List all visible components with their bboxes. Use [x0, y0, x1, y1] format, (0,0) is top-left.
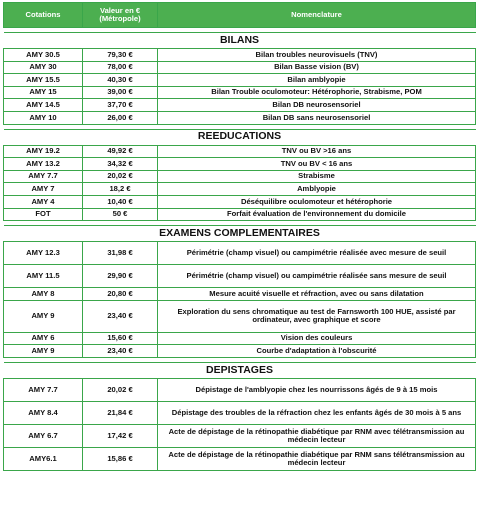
- value-cell: 21,84 €: [83, 401, 158, 424]
- table-row: [4, 401, 476, 424]
- section-reeducations: [4, 129, 476, 145]
- table-row: [4, 99, 476, 112]
- code-cell: AMY 7.7: [4, 378, 83, 401]
- table-row: [4, 158, 476, 171]
- value-cell: 29,90 €: [83, 265, 158, 288]
- section-examens: [4, 226, 476, 242]
- value-cell: 15,86 €: [83, 447, 158, 470]
- label-cell: Exploration du sens chromatique au test de Farnsworth 100 HUE, assisté par ordinateur, avec graphique et score: [158, 300, 476, 332]
- code-cell: AMY6.1: [4, 447, 83, 470]
- value-cell: 18,2 €: [83, 183, 158, 196]
- code-cell: AMY 14.5: [4, 99, 83, 112]
- code-cell: AMY 8: [4, 288, 83, 301]
- code-cell: AMY 12.3: [4, 242, 83, 265]
- label-cell: Bilan DB neurosensoriel: [158, 99, 476, 112]
- table-row: [4, 170, 476, 183]
- table-row: [4, 378, 476, 401]
- code-cell: AMY 10: [4, 111, 83, 124]
- value-cell: 50 €: [83, 208, 158, 221]
- value-cell: 37,70 €: [83, 99, 158, 112]
- code-cell: AMY 7: [4, 183, 83, 196]
- table-row: [4, 145, 476, 158]
- table-row: [4, 183, 476, 196]
- value-cell: 26,00 €: [83, 111, 158, 124]
- label-cell: Bilan Trouble oculomoteur: Hétérophorie, Strabisme, POM: [158, 86, 476, 99]
- code-cell: AMY 15.5: [4, 74, 83, 87]
- label-cell: Déséquilibre oculomoteur et hétérophorie: [158, 195, 476, 208]
- value-cell: 20,02 €: [83, 170, 158, 183]
- value-cell: 40,30 €: [83, 74, 158, 87]
- code-cell: AMY 6: [4, 332, 83, 345]
- tariff-table: [3, 2, 476, 471]
- table-row: [4, 332, 476, 345]
- table-row: [4, 49, 476, 62]
- label-cell: TNV ou BV < 16 ans: [158, 158, 476, 171]
- section-title: REEDUCATIONS: [4, 129, 476, 145]
- value-cell: 15,60 €: [83, 332, 158, 345]
- header-cotations: Cotations: [4, 3, 83, 28]
- header-row: [4, 3, 476, 28]
- label-cell: Strabisme: [158, 170, 476, 183]
- label-cell: Bilan Basse vision (BV): [158, 61, 476, 74]
- table-row: [4, 208, 476, 221]
- value-cell: 23,40 €: [83, 345, 158, 358]
- table-row: [4, 195, 476, 208]
- table-row: [4, 74, 476, 87]
- value-cell: 20,02 €: [83, 378, 158, 401]
- header-valeur: Valeur en € (Métropole): [83, 3, 158, 28]
- value-cell: 17,42 €: [83, 424, 158, 447]
- label-cell: TNV ou BV >16 ans: [158, 145, 476, 158]
- code-cell: FOT: [4, 208, 83, 221]
- label-cell: Bilan DB sans neurosensoriel: [158, 111, 476, 124]
- code-cell: AMY 19.2: [4, 145, 83, 158]
- code-cell: AMY 15: [4, 86, 83, 99]
- section-bilans: [4, 33, 476, 49]
- label-cell: Mesure acuité visuelle et réfraction, avec ou sans dilatation: [158, 288, 476, 301]
- section-depistages: [4, 362, 476, 378]
- label-cell: Dépistage des troubles de la réfraction chez les enfants âgés de 30 mois à 5 ans: [158, 401, 476, 424]
- table-row: [4, 61, 476, 74]
- tariff-sheet: [3, 2, 475, 471]
- table-row: [4, 300, 476, 332]
- code-cell: AMY 30: [4, 61, 83, 74]
- table-row: [4, 424, 476, 447]
- label-cell: Acte de dépistage de la rétinopathie diabétique par RNM sans télétransmission au médecin lecteur: [158, 447, 476, 470]
- label-cell: Acte de dépistage de la rétinopathie diabétique par RNM avec télétransmission au médecin lecteur: [158, 424, 476, 447]
- label-cell: Vision des couleurs: [158, 332, 476, 345]
- table-row: [4, 111, 476, 124]
- table-row: [4, 345, 476, 358]
- section-title: DEPISTAGES: [4, 362, 476, 378]
- value-cell: 10,40 €: [83, 195, 158, 208]
- label-cell: Bilan amblyopie: [158, 74, 476, 87]
- code-cell: AMY 8.4: [4, 401, 83, 424]
- table-row: [4, 447, 476, 470]
- code-cell: AMY 11.5: [4, 265, 83, 288]
- code-cell: AMY 9: [4, 300, 83, 332]
- value-cell: 39,00 €: [83, 86, 158, 99]
- value-cell: 34,32 €: [83, 158, 158, 171]
- value-cell: 49,92 €: [83, 145, 158, 158]
- table-row: [4, 288, 476, 301]
- label-cell: Forfait évaluation de l'environnement du domicile: [158, 208, 476, 221]
- table-row: [4, 265, 476, 288]
- table-row: [4, 242, 476, 265]
- label-cell: Périmétrie (champ visuel) ou campimétrie réalisée sans mesure de seuil: [158, 265, 476, 288]
- label-cell: Dépistage de l'amblyopie chez les nourrissons âgés de 9 à 15 mois: [158, 378, 476, 401]
- header-nomenclature: Nomenclature: [158, 3, 476, 28]
- code-cell: AMY 7.7: [4, 170, 83, 183]
- label-cell: Courbe d'adaptation à l'obscurité: [158, 345, 476, 358]
- value-cell: 79,30 €: [83, 49, 158, 62]
- section-title: BILANS: [4, 33, 476, 49]
- value-cell: 23,40 €: [83, 300, 158, 332]
- code-cell: AMY 6.7: [4, 424, 83, 447]
- value-cell: 31,98 €: [83, 242, 158, 265]
- code-cell: AMY 4: [4, 195, 83, 208]
- section-title: EXAMENS COMPLEMENTAIRES: [4, 226, 476, 242]
- code-cell: AMY 13.2: [4, 158, 83, 171]
- table-row: [4, 86, 476, 99]
- label-cell: Bilan troubles neurovisuels (TNV): [158, 49, 476, 62]
- label-cell: Amblyopie: [158, 183, 476, 196]
- code-cell: AMY 9: [4, 345, 83, 358]
- value-cell: 78,00 €: [83, 61, 158, 74]
- value-cell: 20,80 €: [83, 288, 158, 301]
- code-cell: AMY 30.5: [4, 49, 83, 62]
- label-cell: Périmétrie (champ visuel) ou campimétrie réalisée avec mesure de seuil: [158, 242, 476, 265]
